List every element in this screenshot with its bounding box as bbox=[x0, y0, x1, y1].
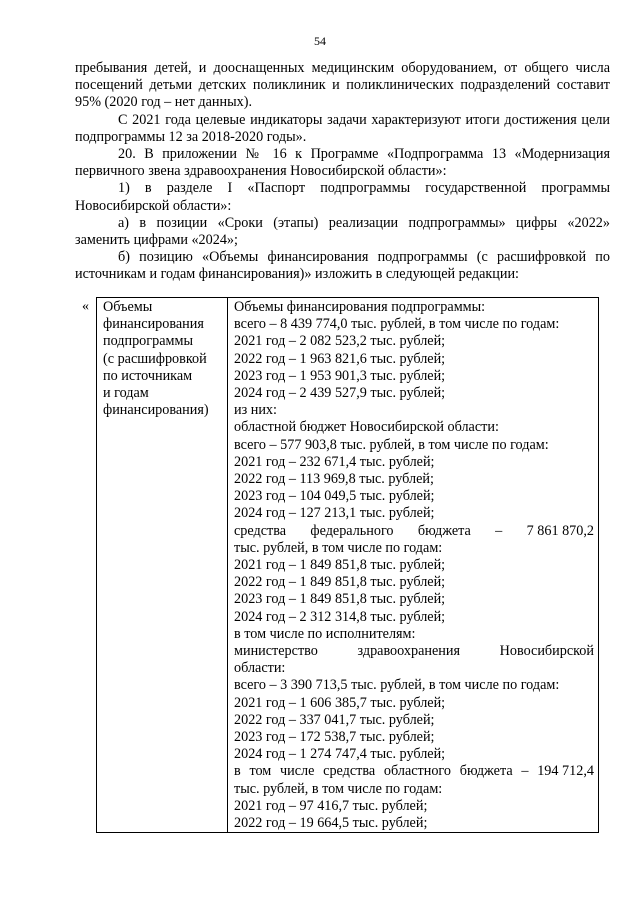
opening-quote-mark: « bbox=[82, 299, 89, 314]
position-name-line: и годам bbox=[103, 385, 149, 402]
position-name-line: по источникам bbox=[103, 367, 193, 384]
paragraph: пребывания детей, и дооснащенных медицинским оборудованием, от общего числа посещений детьми детских поликлиник и поликлинических подразделений составит 95% (2020 год – нет данных). bbox=[75, 60, 610, 111]
funding-word: Новосибирской bbox=[499, 643, 594, 660]
funding-word: 7 861 870,2 bbox=[526, 522, 594, 539]
funding-word: министерство bbox=[234, 643, 318, 660]
funding-line: тыс. рублей, в том числе по годам: bbox=[234, 539, 443, 556]
position-name-line: (с расшифровкой bbox=[103, 350, 207, 367]
table-row bbox=[97, 298, 599, 833]
funding-line: 2021 год – 2 082 523,2 тыс. рублей; bbox=[234, 333, 446, 350]
position-name-line: Объемы bbox=[103, 299, 153, 315]
paragraph: б) позицию «Объемы финансирования подпрограммы (с расшифровкой по источникам и годам финансирования)» изложить в следующей редакции: bbox=[75, 249, 610, 283]
funding-line: всего – 8 439 774,0 тыс. рублей, в том числе по годам: bbox=[234, 316, 560, 333]
position-value-cell bbox=[228, 298, 599, 833]
funding-word: областного bbox=[383, 763, 451, 780]
funding-word: в bbox=[234, 763, 241, 780]
funding-line: тыс. рублей, в том числе по годам: bbox=[234, 780, 443, 797]
funding-word: том bbox=[249, 763, 272, 780]
funding-word: бюджета bbox=[417, 522, 471, 539]
paragraph: С 2021 года целевые индикаторы задачи характеризуют итоги достижения цели подпрограммы 12 за 2018-2020 годы». bbox=[75, 111, 610, 145]
passport-table bbox=[96, 297, 599, 833]
paragraph: а) в позиции «Сроки (этапы) реализации подпрограммы» цифры «2022» заменить цифрами «2024»; bbox=[75, 214, 610, 249]
funding-line: областной бюджет Новосибирской области: bbox=[234, 419, 499, 436]
page-number: 54 bbox=[314, 34, 326, 48]
funding-line: 2021 год – 1 849 851,8 тыс. рублей; bbox=[234, 557, 446, 574]
funding-line: 2023 год – 1 953 901,3 тыс. рублей; bbox=[234, 367, 446, 384]
funding-line: 2021 год – 232 671,4 тыс. рублей; bbox=[234, 453, 435, 470]
justified-funding-line bbox=[234, 643, 594, 660]
funding-line: из них: bbox=[234, 402, 277, 419]
funding-line: 2023 год – 172 538,7 тыс. рублей; bbox=[234, 729, 435, 746]
paragraph: 20. В приложении № 16 к Программе «Подпрограмма 13 «Модернизация первичного звена здравоохранения Новосибирской области»: bbox=[75, 146, 610, 180]
funding-line: 2021 год – 1 606 385,7 тыс. рублей; bbox=[234, 694, 446, 711]
funding-line: 2022 год – 113 969,8 тыс. рублей; bbox=[234, 471, 434, 488]
funding-line: 2022 год – 337 041,7 тыс. рублей; bbox=[234, 711, 435, 728]
position-name-cell bbox=[97, 298, 228, 833]
funding-line: 2022 год – 1 849 851,8 тыс. рублей; bbox=[234, 574, 446, 591]
funding-line: 2024 год – 2 312 314,8 тыс. рублей; bbox=[234, 608, 446, 625]
funding-line: 2024 год – 1 274 747,4 тыс. рублей; bbox=[234, 746, 446, 763]
funding-word: здравоохранения bbox=[357, 643, 460, 660]
position-name-line: финансирования bbox=[103, 316, 204, 333]
funding-word: – bbox=[495, 522, 503, 539]
funding-word: – bbox=[521, 763, 529, 780]
funding-line: в том числе по исполнителям: bbox=[234, 625, 416, 642]
funding-line: 2024 год – 127 213,1 тыс. рублей; bbox=[234, 505, 435, 522]
funding-word: бюджета bbox=[459, 763, 513, 780]
funding-word: средства bbox=[234, 522, 287, 539]
funding-line: области: bbox=[234, 660, 286, 677]
funding-line: 2023 год – 104 049,5 тыс. рублей; bbox=[234, 488, 435, 505]
funding-word: средства bbox=[323, 763, 376, 780]
funding-word: федерального bbox=[310, 522, 394, 539]
funding-line: 2024 год – 2 439 527,9 тыс. рублей; bbox=[234, 385, 446, 402]
funding-line: всего – 3 390 713,5 тыс. рублей, в том числе по годам: bbox=[234, 677, 560, 694]
funding-word: числе bbox=[280, 763, 315, 780]
funding-word: 194 712,4 bbox=[537, 763, 594, 780]
funding-line: всего – 577 903,8 тыс. рублей, в том числе по годам: bbox=[234, 436, 549, 453]
funding-line: Объемы финансирования подпрограммы: bbox=[234, 299, 486, 315]
funding-line: 2021 год – 97 416,7 тыс. рублей; bbox=[234, 797, 428, 814]
justified-funding-line bbox=[234, 523, 594, 540]
position-name-line: финансирования) bbox=[103, 402, 209, 419]
paragraph: 1) в разделе I «Паспорт подпрограммы государственной программы Новосибирской области»: bbox=[75, 180, 610, 214]
document-body bbox=[75, 60, 610, 284]
funding-line: 2023 год – 1 849 851,8 тыс. рублей; bbox=[234, 591, 446, 608]
funding-line: 2022 год – 1 963 821,6 тыс. рублей; bbox=[234, 350, 446, 367]
position-name-line: подпрограммы bbox=[103, 333, 193, 350]
funding-line: 2022 год – 19 664,5 тыс. рублей; bbox=[234, 815, 428, 832]
justified-funding-line bbox=[234, 763, 594, 780]
